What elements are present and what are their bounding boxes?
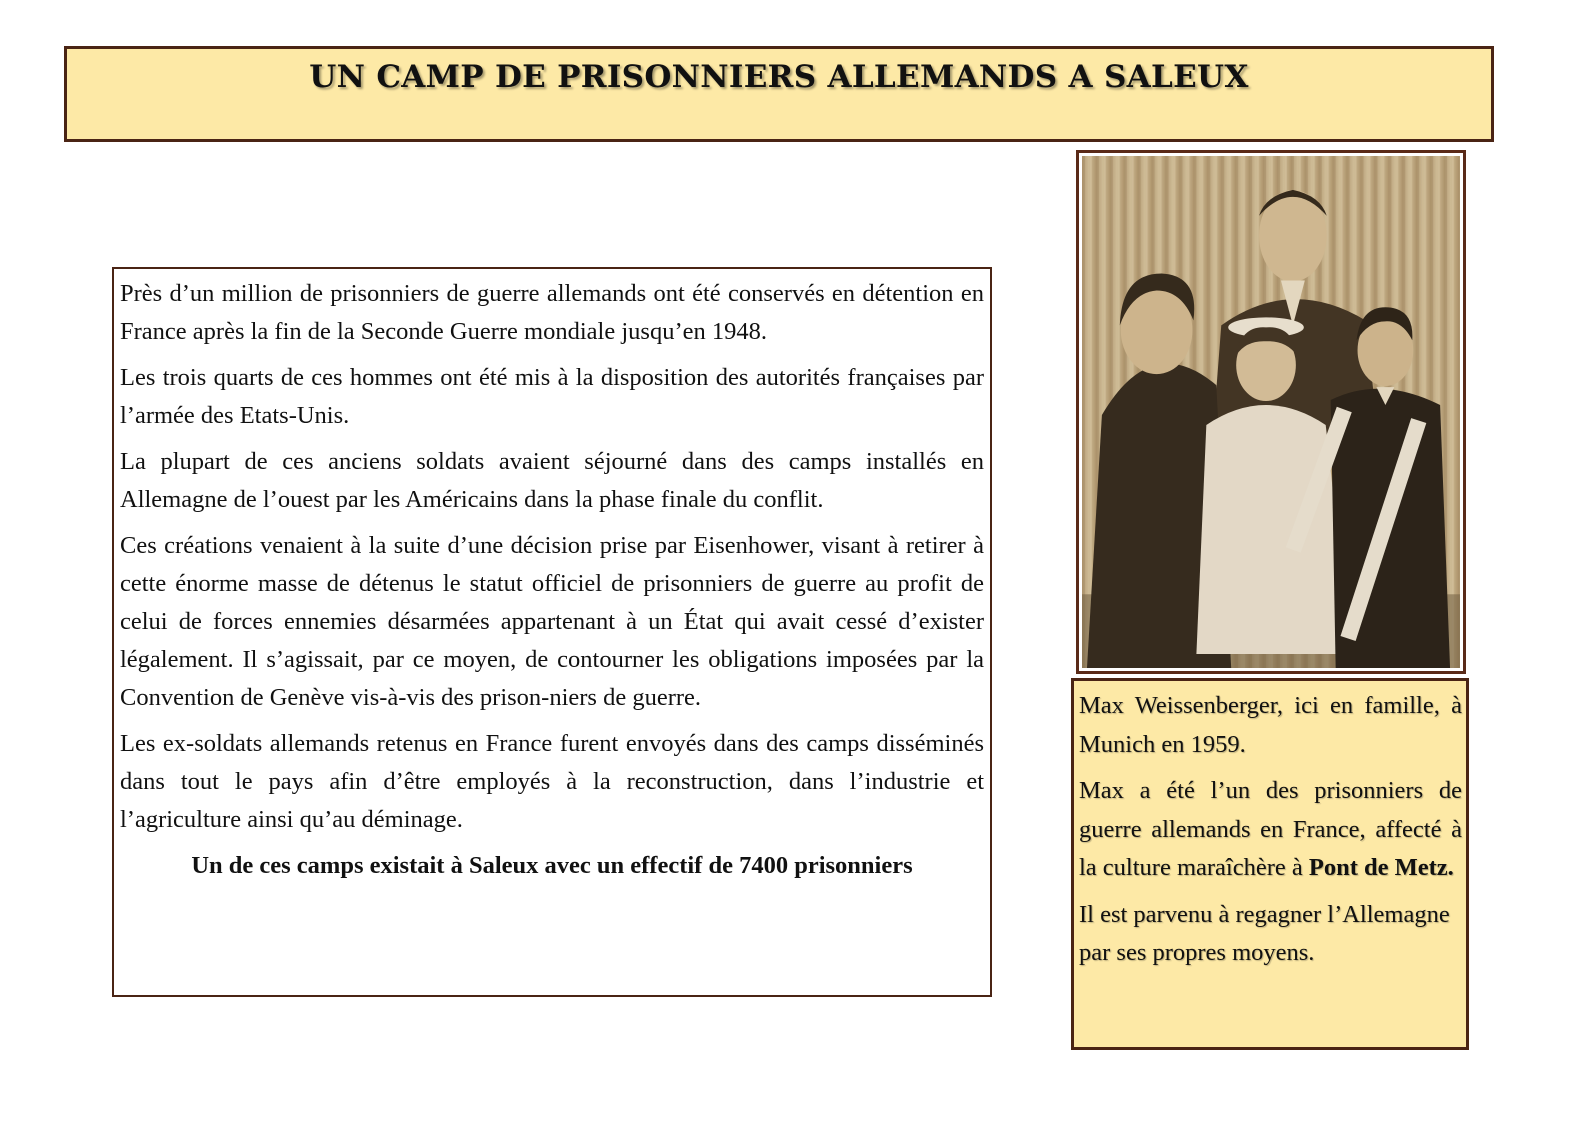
title-banner	[64, 46, 1494, 142]
caption-line-3: Il est parvenu à regagner l’Allemagne par ses propres moyens.	[1079, 900, 1450, 966]
caption-line-2-intro: Max a été l’un des prisonniers de guerre allemands en France, affecté à la culture maraîchère à	[1079, 777, 1462, 881]
photo-frame	[1076, 150, 1466, 674]
paragraph-2: Les trois quarts de ces hommes ont été mis à la disposition des autorités françaises par l’armée des Etats-Unis.	[120, 364, 984, 429]
paragraph-5: Les ex-soldats allemands retenus en France furent envoyés dans des camps disséminés dans tout le pays afin d’être employés à la reconstruction, dans l’industrie et l’agriculture ainsi qu’au déminage.	[120, 730, 984, 833]
page-title: UN CAMP DE PRISONNIERS ALLEMANDS A SALEUX	[309, 59, 1249, 95]
family-photo-icon	[1082, 156, 1460, 668]
paragraph-3: La plupart de ces anciens soldats avaient séjourné dans des camps installés en Allemagne de l’ouest par les Américains dans la phase finale du conflit.	[120, 448, 984, 513]
paragraph-4: Ces créations venaient à la suite d’une décision prise par Eisenhower, visant à retirer à cette énorme masse de détenus le statut officiel de prisonniers de guerre au profit de celui de forces ennemies désarmées appartenant à un État qui avait cessé d’exister légalement. Il s’agissait, par ce moyen, de contourner les obligations imposées par la Convention de Genève vis-à-vis des prison-niers de guerre.	[120, 532, 984, 711]
main-text-box	[112, 267, 992, 997]
caption-line-1: Max Weissenberger, ici en famille, à Munich en 1959.	[1079, 692, 1462, 758]
paragraph-1: Près d’un million de prisonniers de guerre allemands ont été conservés en détention en France après la fin de la Seconde Guerre mondiale jusqu’en 1948.	[120, 280, 984, 345]
caption-line-2	[1079, 772, 1462, 888]
caption-place: Pont de Metz.	[1308, 854, 1454, 881]
conclusion-line: Un de ces camps existait à Saleux avec un effectif de 7400 prisonniers	[191, 852, 913, 879]
caption-box	[1071, 678, 1469, 1050]
